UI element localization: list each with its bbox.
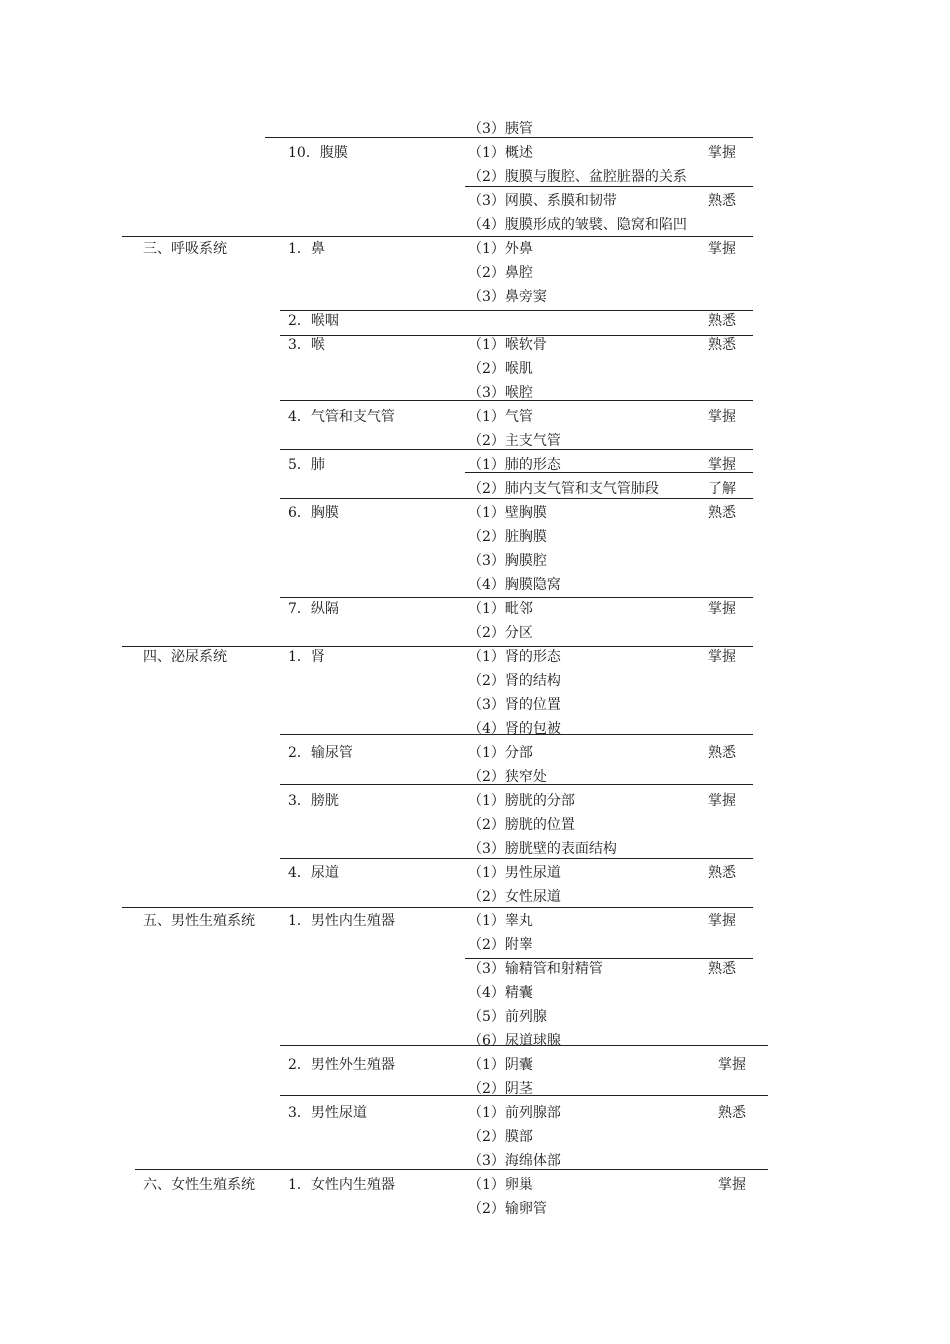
row-divider: [280, 597, 753, 598]
item-label: （1）概述: [468, 145, 533, 161]
level-label: 掌握: [708, 409, 736, 425]
item-label: （1）外鼻: [468, 241, 533, 257]
level-label: 掌握: [708, 457, 736, 473]
level-label: 熟悉: [708, 961, 736, 977]
system-label: 五、男性生殖系统: [143, 913, 255, 929]
item-label: （2）膀胱的位置: [468, 817, 575, 833]
item-label: （3）胰管: [468, 121, 533, 137]
topic-label: 1．女性内生殖器: [288, 1177, 395, 1193]
topic-label: 1．男性内生殖器: [288, 913, 395, 929]
topic-label: 2．输尿管: [288, 745, 353, 761]
item-label: （1）卵巢: [468, 1177, 533, 1193]
item-label: （2）鼻腔: [468, 265, 533, 281]
item-label: （4）精囊: [468, 985, 533, 1001]
item-label: （1）分部: [468, 745, 533, 761]
level-label: 熟悉: [708, 865, 736, 881]
item-label: （1）睾丸: [468, 913, 533, 929]
topic-label: 3．喉: [288, 337, 325, 353]
item-label: （1）男性尿道: [468, 865, 561, 881]
item-label: （2）分区: [468, 625, 533, 641]
item-label: （2）主支气管: [468, 433, 561, 449]
item-label: （1）肺的形态: [468, 457, 561, 473]
item-label: （1）膀胱的分部: [468, 793, 575, 809]
item-label: （1）肾的形态: [468, 649, 561, 665]
level-label: 掌握: [708, 913, 736, 929]
item-label: （2）狭窄处: [468, 769, 547, 785]
row-divider: [465, 958, 753, 959]
item-label: （3）胸膜腔: [468, 553, 547, 569]
row-divider: [280, 498, 753, 499]
level-label: 熟悉: [718, 1105, 746, 1121]
topic-label: 5．肺: [288, 457, 325, 473]
item-label: （3）肾的位置: [468, 697, 561, 713]
row-divider: [135, 1169, 768, 1170]
system-label: 六、女性生殖系统: [143, 1177, 255, 1193]
topic-label: 1．鼻: [288, 241, 325, 257]
item-label: （3）膀胱壁的表面结构: [468, 841, 617, 857]
item-label: （2）阴茎: [468, 1081, 533, 1097]
topic-label: 4．气管和支气管: [288, 409, 395, 425]
item-label: （2）肾的结构: [468, 673, 561, 689]
item-label: （4）胸膜隐窝: [468, 577, 561, 593]
level-label: 掌握: [708, 793, 736, 809]
topic-label: 1．肾: [288, 649, 325, 665]
topic-label: 4．尿道: [288, 865, 339, 881]
item-label: （1）前列腺部: [468, 1105, 561, 1121]
topic-label: 3．男性尿道: [288, 1105, 367, 1121]
item-label: （2）附睾: [468, 937, 533, 953]
item-label: （3）网膜、系膜和韧带: [468, 193, 617, 209]
item-label: （2）腹膜与腹腔、盆腔脏器的关系: [468, 169, 687, 185]
item-label: （6）尿道球腺: [468, 1033, 561, 1049]
row-divider: [122, 907, 753, 908]
row-divider: [465, 186, 753, 187]
level-label: 熟悉: [708, 505, 736, 521]
level-label: 熟悉: [708, 313, 736, 329]
system-label: 三、呼吸系统: [143, 241, 227, 257]
item-label: （4）肾的包被: [468, 721, 561, 737]
system-label: 四、泌尿系统: [143, 649, 227, 665]
row-divider: [280, 858, 753, 859]
topic-label: 10．腹膜: [288, 145, 348, 161]
row-divider: [280, 310, 753, 311]
level-label: 了解: [708, 481, 736, 497]
row-divider: [122, 646, 753, 647]
item-label: （3）输精管和射精管: [468, 961, 603, 977]
level-label: 熟悉: [708, 337, 736, 353]
row-divider: [122, 236, 753, 237]
topic-label: 2．男性外生殖器: [288, 1057, 395, 1073]
item-label: （2）输卵管: [468, 1201, 547, 1217]
item-label: （1）喉软骨: [468, 337, 547, 353]
level-label: 掌握: [708, 649, 736, 665]
level-label: 掌握: [708, 241, 736, 257]
level-label: 掌握: [708, 145, 736, 161]
item-label: （3）喉腔: [468, 385, 533, 401]
topic-label: 3．膀胱: [288, 793, 339, 809]
item-label: （2）喉肌: [468, 361, 533, 377]
level-label: 掌握: [718, 1177, 746, 1193]
item-label: （1）气管: [468, 409, 533, 425]
item-label: （2）膜部: [468, 1129, 533, 1145]
topic-label: 7．纵隔: [288, 601, 339, 617]
item-label: （1）阴囊: [468, 1057, 533, 1073]
item-label: （1）毗邻: [468, 601, 533, 617]
item-label: （1）壁胸膜: [468, 505, 547, 521]
item-label: （4）腹膜形成的皱襞、隐窝和陷凹: [468, 217, 687, 233]
level-label: 掌握: [708, 601, 736, 617]
level-label: 熟悉: [708, 745, 736, 761]
item-label: （3）海绵体部: [468, 1153, 561, 1169]
topic-label: 6．胸膜: [288, 505, 339, 521]
topic-label: 2．喉咽: [288, 313, 339, 329]
item-label: （2）肺内支气管和支气管肺段: [468, 481, 659, 497]
item-label: （2）女性尿道: [468, 889, 561, 905]
item-label: （5）前列腺: [468, 1009, 547, 1025]
level-label: 熟悉: [708, 193, 736, 209]
item-label: （3）鼻旁窦: [468, 289, 547, 305]
item-label: （2）脏胸膜: [468, 529, 547, 545]
level-label: 掌握: [718, 1057, 746, 1073]
